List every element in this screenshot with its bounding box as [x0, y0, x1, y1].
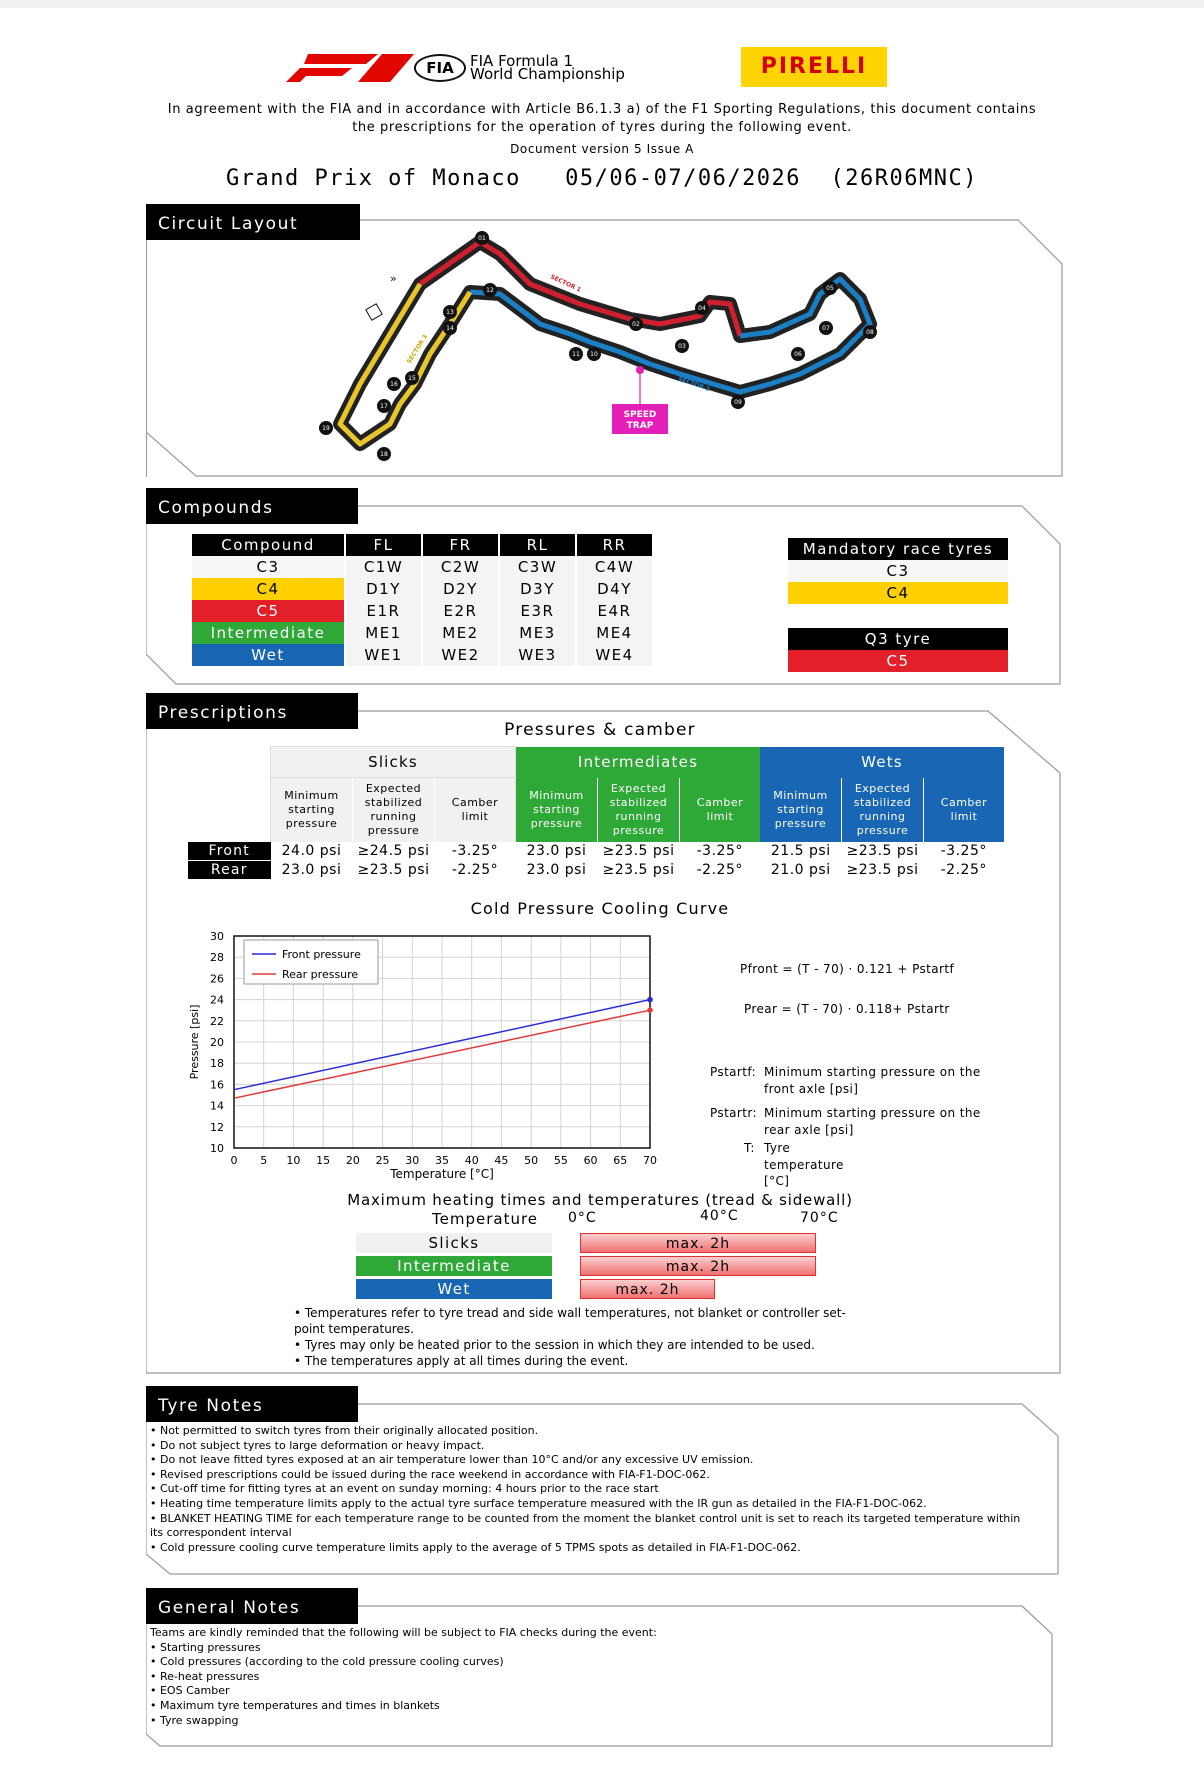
turn-marker [791, 347, 805, 361]
def-val [764, 1105, 1004, 1138]
def-line: rear axle [psi] [764, 1122, 854, 1137]
turn-label: 19 [322, 425, 330, 432]
direction-arrows-icon: » [390, 272, 397, 285]
championship-line-2: World Championship [470, 65, 625, 83]
compound-cell: C3W [499, 556, 576, 578]
value-cell: 23.0 psi [526, 861, 587, 878]
front-values-row [188, 842, 1004, 861]
general-note: • Starting pressures [150, 1640, 261, 1654]
pirelli-logo-text: PIRELLI [760, 54, 868, 79]
tyre-note: • Cut-off time for fitting tyres at an event on sunday morning: 4 hours prior to the race start [150, 1482, 659, 1496]
header-fr: FR [422, 534, 499, 556]
general-note: Teams are kindly reminded that the following will be subject to FIA checks during the event: [150, 1626, 657, 1639]
compound-row-c4 [192, 578, 653, 600]
compound-name: Wet [192, 644, 345, 666]
sub-text: starting [533, 802, 580, 816]
sub-text: Minimum [773, 788, 828, 802]
sub-text: Camber [940, 795, 988, 809]
compound-cell: D2Y [422, 578, 499, 600]
x-axis-label: Temperature [°C] [390, 1167, 494, 1181]
general-notes-list [150, 1626, 1050, 1728]
sub-text: running [859, 809, 906, 823]
sub-min-slicks [271, 778, 353, 843]
pressures-camber-title: Pressures & camber [504, 720, 696, 740]
prescriptions-tab: Prescriptions [146, 693, 358, 729]
turn-marker [695, 301, 709, 315]
q3-compound: C5 [788, 650, 1008, 672]
y-tick-label: 30 [210, 930, 224, 943]
compound-allocation-table [192, 534, 654, 666]
turn-label: 14 [446, 325, 454, 332]
general-note: • Tyre swapping [150, 1713, 239, 1727]
x-tick-label: 15 [316, 1154, 331, 1167]
sub-text: running [615, 809, 662, 823]
value-cell: ≥24.5 psi [357, 843, 430, 860]
q3-tyre [788, 628, 1008, 672]
compound-cell: ME1 [345, 622, 422, 644]
heating-note: point temperatures. [294, 1322, 414, 1336]
general-notes-tab: General Notes [146, 1588, 358, 1624]
mandatory-race-tyres [788, 538, 1008, 604]
def-key: Pstartr: [710, 1106, 757, 1120]
turn-label: 10 [590, 351, 598, 358]
pirelli-logo [741, 47, 887, 87]
compound-row-intermediate [192, 622, 653, 644]
turn-marker [819, 321, 833, 335]
document-version: Document version 5 Issue A [510, 142, 694, 156]
sub-text: pressure [285, 817, 338, 830]
compound-cell: D3Y [499, 578, 576, 600]
speed-trap-label-2: TRAP [626, 421, 654, 431]
turn-marker [629, 317, 643, 331]
compound-name: C5 [192, 600, 345, 622]
turn-marker [387, 377, 401, 391]
def-key: Pstartf: [710, 1065, 757, 1079]
turn-label: 08 [866, 329, 874, 336]
fia-logo-text: FIA [426, 59, 454, 77]
sub-min-int [516, 778, 598, 843]
value-cell: -3.25° [940, 843, 987, 860]
heating-bar: max. 2h [580, 1233, 816, 1253]
y-tick-label: 22 [210, 1014, 224, 1028]
compound-cell: D4Y [576, 578, 653, 600]
y-tick-label: 18 [210, 1057, 224, 1071]
sub-text: pressure [367, 824, 420, 837]
turn-label: 13 [446, 309, 454, 316]
y-tick-label: 20 [210, 1036, 224, 1049]
sub-text: running [370, 810, 417, 823]
tyre-note: • Not permitted to switch tyres from their originally allocated position. [150, 1424, 539, 1437]
f1-logo [286, 54, 414, 82]
header-fl: FL [345, 534, 422, 556]
turn-marker [587, 347, 601, 361]
heating-row-label: Wet [356, 1279, 552, 1299]
tyre-note: • Do not subject tyres to large deformation or heavy impact. [150, 1438, 485, 1452]
sub-text: stabilized [609, 795, 668, 809]
tyre-note: • BLANKET HEATING TIME for each temperature range to be counted from the moment the blanket control unit is set to reach its targeted temperature within [150, 1511, 1021, 1525]
intro-line-2: the prescriptions for the operation of tyres during the following event. [352, 120, 852, 135]
tyre-note: • Cold pressure cooling curve temperature limits apply to the average of 5 TPMS spots as detailed in FIA-F1-DOC-062. [150, 1540, 801, 1554]
series-end-point [647, 1007, 653, 1013]
def-line: front axle [psi] [764, 1081, 859, 1096]
x-tick-label: 50 [524, 1154, 539, 1167]
general-note: • EOS Camber [150, 1684, 230, 1698]
def-val: Tyre temperature [°C] [764, 1141, 844, 1188]
turn-label: 07 [822, 325, 830, 332]
compound-cell: E2R [422, 600, 499, 622]
tyre-notes-tab: Tyre Notes [146, 1386, 358, 1422]
value-cell: ≥23.5 psi [602, 843, 675, 860]
front-label: Front [188, 842, 271, 861]
y-tick-label: 10 [210, 1142, 224, 1155]
value-cell: ≥23.5 psi [602, 861, 675, 878]
compound-name: Intermediate [192, 622, 345, 644]
compound-cell: C2W [422, 556, 499, 578]
circuit-map [300, 224, 900, 464]
sub-text: Expected [610, 781, 667, 795]
compound-cell: E1R [345, 600, 422, 622]
sub-text: limit [706, 809, 734, 823]
general-note: • Maximum tyre temperatures and times in blankets [150, 1698, 440, 1712]
turn-label: 17 [380, 403, 388, 410]
compound-cell: D1Y [345, 578, 422, 600]
turn-marker [731, 395, 745, 409]
turn-marker [483, 283, 497, 297]
x-tick-label: 0 [230, 1154, 238, 1167]
sub-text: pressure [774, 816, 827, 830]
value-cell: 23.0 psi [526, 843, 587, 860]
compound-cell: E3R [499, 600, 576, 622]
group-slicks: Slicks [271, 747, 516, 778]
header-rl: RL [499, 534, 576, 556]
compound-cell: C4W [576, 556, 653, 578]
sub-exp-wet [842, 778, 924, 843]
sub-text: Expected [854, 781, 911, 795]
f1-text: F1 [286, 54, 288, 55]
compound-cell: WE3 [499, 644, 576, 666]
checkered-flag-icon [366, 304, 382, 320]
top-band [0, 0, 1204, 8]
turn-marker [377, 447, 391, 461]
turn-marker [405, 371, 419, 385]
compound-cell: ME4 [576, 622, 653, 644]
value-cell: 23.0 psi [281, 861, 342, 878]
intro-line-1: In agreement with the FIA and in accordance with Article B6.1.3 a) of the F1 Sporting Regulations, this document contains [167, 102, 1037, 117]
mandatory-c4: C4 [788, 582, 1008, 604]
heating-row-label: Intermediate [356, 1256, 552, 1276]
def-line: Minimum starting pressure on the [764, 1106, 981, 1120]
circuit-layout-tab: Circuit Layout [146, 204, 360, 240]
x-tick-label: 45 [494, 1154, 509, 1167]
heating-note: • The temperatures apply at all times during the event. [294, 1354, 629, 1368]
heating-note: • Temperatures refer to tyre tread and side wall temperatures, not blanket or controller set- [294, 1306, 846, 1320]
group-intermediates: Intermediates [516, 747, 761, 778]
compound-cell: WE4 [576, 644, 653, 666]
turn-marker [443, 305, 457, 319]
rear-values-row [188, 861, 1004, 880]
heating-notes [294, 1305, 934, 1369]
header [0, 40, 1204, 190]
value-cell: -3.25° [696, 843, 743, 860]
tyre-note: • Heating time temperature limits apply to the actual tyre surface temperature measured with the IR gun as detailed in the FIA-F1-DOC-062. [150, 1496, 927, 1510]
chart-title: Cold Pressure Cooling Curve [470, 899, 730, 918]
turn-marker [475, 231, 489, 245]
compound-row-c3 [192, 556, 653, 578]
sub-text: pressure [612, 823, 665, 837]
compound-cell: WE1 [345, 644, 422, 666]
sub-text: Minimum [284, 789, 339, 802]
turn-marker [823, 281, 837, 295]
sub-text: stabilized [364, 796, 423, 809]
turn-label: 11 [572, 351, 580, 358]
compound-cell: ME2 [422, 622, 499, 644]
heating-temp-label: Temperature [432, 1210, 539, 1228]
heating-t0: 0°C [568, 1210, 597, 1226]
tyre-note: • Do not leave fitted tyres exposed at an air temperature lower than 10°C and/or any excessive UV emission. [150, 1453, 754, 1467]
y-tick-label: 26 [210, 972, 224, 986]
turn-label: 09 [734, 399, 742, 406]
compound-cell: E4R [576, 600, 653, 622]
sub-text: pressure [856, 823, 909, 837]
speed-trap-label-1: SPEED [623, 410, 657, 420]
sector-1-label: SECTOR 1 [549, 273, 582, 294]
heating-bar: max. 2h [580, 1279, 715, 1299]
mandatory-title: Mandatory race tyres [788, 538, 1008, 560]
turn-label: 05 [826, 285, 834, 292]
value-cell: ≥23.5 psi [357, 861, 430, 878]
x-tick-label: 65 [613, 1154, 628, 1167]
x-tick-label: 25 [375, 1154, 390, 1167]
compound-row-c5 [192, 600, 653, 622]
sub-text: Camber [696, 795, 744, 809]
value-cell: ≥23.5 psi [846, 843, 919, 860]
turn-label: 01 [478, 235, 486, 242]
sector-2-label: SECTOR 2 [677, 375, 711, 394]
sub-cam-int [680, 778, 761, 843]
sub-exp-slicks [353, 778, 435, 843]
x-tick-label: 30 [405, 1154, 420, 1167]
x-tick-label: 20 [345, 1154, 360, 1167]
fia-logo [414, 54, 466, 82]
y-tick-label: 16 [210, 1078, 224, 1092]
header-compound: Compound [192, 534, 345, 556]
value-cell: 21.0 psi [770, 861, 831, 878]
turn-label: 02 [632, 321, 640, 328]
formula-rear: Prear = (T - 70) · 0.118+ Pstartr [744, 1002, 950, 1016]
sub-text: limit [461, 810, 489, 823]
pressure-subheader-row [188, 778, 1004, 843]
turn-marker [443, 321, 457, 335]
turn-marker [863, 325, 877, 339]
x-tick-label: 5 [260, 1154, 268, 1167]
header-rr: RR [576, 534, 653, 556]
turn-marker [569, 347, 583, 361]
championship-name [470, 52, 625, 83]
pressures-table [188, 746, 1004, 879]
sub-text: Camber [451, 796, 499, 809]
heating-row-label: Slicks [356, 1233, 552, 1253]
x-tick-label: 10 [286, 1154, 301, 1167]
y-tick-label: 24 [210, 993, 224, 1007]
sub-exp-int [598, 778, 680, 843]
value-cell: -2.25° [940, 861, 987, 878]
q3-title: Q3 tyre [788, 628, 1008, 650]
x-tick-label: 35 [435, 1154, 449, 1167]
legend-label: Front pressure [282, 948, 361, 961]
mandatory-c3: C3 [788, 560, 1008, 582]
turn-label: 18 [380, 451, 388, 458]
group-wets: Wets [760, 747, 1004, 778]
y-tick-label: 28 [210, 951, 224, 965]
heating-title: Maximum heating times and temperatures (tread & sidewall) [347, 1191, 853, 1209]
compound-cell: WE2 [422, 644, 499, 666]
y-tick-label: 12 [210, 1120, 224, 1134]
sub-cam-wet [924, 778, 1005, 843]
value-cell: 24.0 psi [281, 843, 342, 860]
turn-label: 16 [390, 381, 398, 388]
sub-text: Minimum [529, 788, 584, 802]
def-line: Minimum starting pressure on the [764, 1065, 981, 1079]
turn-label: 06 [794, 351, 802, 358]
compound-header-row [192, 534, 653, 556]
turn-marker [675, 339, 689, 353]
sub-text: starting [777, 802, 824, 816]
compound-row-wet [192, 644, 653, 666]
heating-bar: max. 2h [580, 1256, 816, 1276]
heating-note: • Tyres may only be heated prior to the session in which they are intended to be used. [294, 1338, 815, 1352]
heating-t70: 70°C [800, 1210, 839, 1226]
sub-text: limit [950, 809, 978, 823]
value-cell: -3.25° [451, 843, 499, 860]
tyre-note: • Revised prescriptions could be issued during the race weekend in accordance with FIA-F1-DOC-062. [150, 1467, 710, 1481]
compound-cell: C1W [345, 556, 422, 578]
tyre-notes-list [150, 1424, 1050, 1555]
def-val [764, 1064, 1004, 1097]
sector-3-label: SECTOR 3 [405, 333, 430, 366]
def-key: T: [744, 1141, 755, 1155]
value-cell: ≥23.5 psi [846, 861, 919, 878]
tyre-note: its correspondent interval [150, 1526, 292, 1540]
compound-name: C3 [192, 556, 345, 578]
rear-label: Rear [188, 861, 271, 880]
y-axis-label: Pressure [psi] [188, 1004, 201, 1080]
cold-pressure-chart [186, 926, 666, 1186]
compound-name: C4 [192, 578, 345, 600]
pressure-group-row [188, 747, 1004, 778]
x-tick-label: 70 [643, 1154, 657, 1167]
sub-text: stabilized [853, 795, 912, 809]
x-tick-label: 60 [583, 1154, 598, 1167]
x-tick-label: 40 [464, 1154, 479, 1167]
value-cell: 21.5 psi [770, 843, 831, 860]
compounds-tab: Compounds [146, 488, 358, 524]
turn-label: 12 [486, 287, 494, 294]
turn-marker [319, 421, 333, 435]
event-title: Grand Prix of Monaco 05/06-07/06/2026 (26R06MNC) [225, 166, 978, 191]
compound-cell: ME3 [499, 622, 576, 644]
value-cell: -2.25° [696, 861, 743, 878]
sub-min-wet [760, 778, 842, 843]
formula-front: Pfront = (T - 70) · 0.121 + Pstartf [740, 962, 955, 976]
turn-label: 03 [678, 343, 686, 350]
general-note: • Re-heat pressures [150, 1669, 260, 1683]
general-note: • Cold pressures (according to the cold pressure cooling curves) [150, 1655, 504, 1669]
sub-text: Expected [365, 782, 422, 795]
sub-text: starting [288, 803, 335, 816]
championship-line-1: FIA Formula 1 [470, 52, 574, 70]
heating-t40: 40°C [700, 1208, 739, 1224]
turn-marker [377, 399, 391, 413]
sub-cam-slicks [435, 778, 516, 843]
sub-text: pressure [530, 816, 583, 830]
turn-label: 04 [698, 305, 706, 312]
turn-label: 15 [408, 375, 416, 382]
value-cell: -2.25° [451, 861, 499, 878]
y-tick-label: 14 [210, 1099, 224, 1113]
x-tick-label: 55 [553, 1154, 568, 1167]
series-end-point [647, 997, 653, 1003]
legend-label: Rear pressure [282, 968, 359, 981]
